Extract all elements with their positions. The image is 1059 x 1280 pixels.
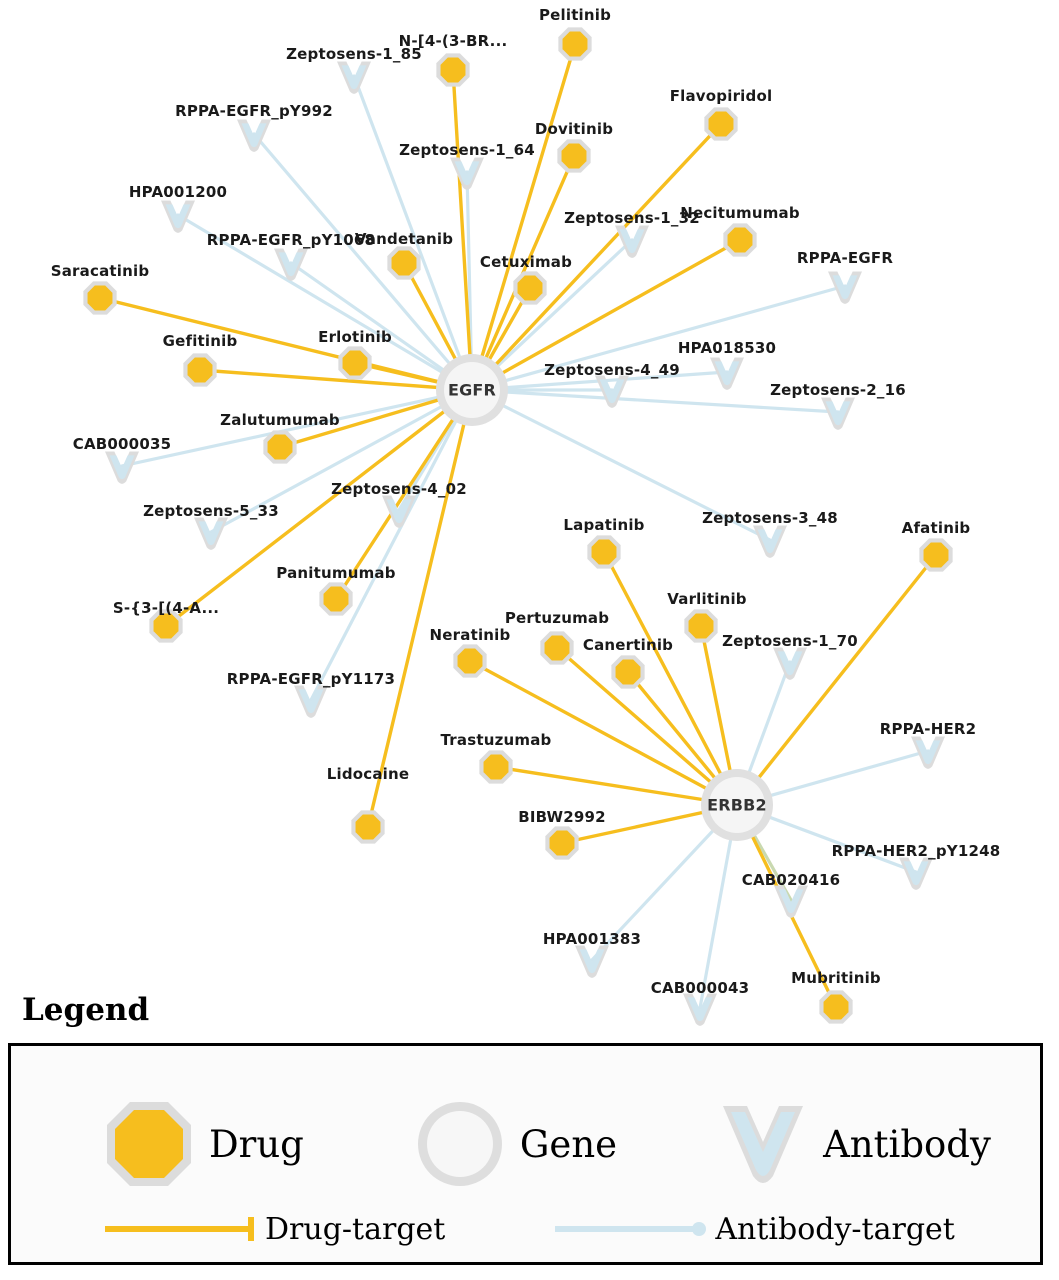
antibody-label: Zeptosens-5_33 xyxy=(143,502,279,520)
drug-node[interactable] xyxy=(723,223,756,256)
antibody-label: CAB000043 xyxy=(650,979,750,997)
antibody-node[interactable] xyxy=(753,526,787,558)
antibody-label: Zeptosens-4_02 xyxy=(331,480,467,498)
drug-label: Canertinib xyxy=(582,636,674,654)
edge-drug-target xyxy=(368,390,472,827)
drug-label: Pertuzumab xyxy=(504,609,610,627)
legend-edge-drug-target xyxy=(103,1212,445,1247)
legend-label-drug: Drug xyxy=(209,1122,304,1166)
legend-label-drug-target: Drug-target xyxy=(265,1211,446,1247)
drug-node[interactable] xyxy=(557,139,590,172)
antibody-node[interactable] xyxy=(899,858,933,890)
edge-drug-target xyxy=(472,44,575,390)
drug-node[interactable] xyxy=(387,246,420,279)
drug-node[interactable] xyxy=(513,271,546,304)
drug-node[interactable] xyxy=(919,538,952,571)
drug-node[interactable] xyxy=(319,582,352,615)
gene-label: EGFR xyxy=(447,380,497,400)
drug-label: S-{3-[(4-A... xyxy=(112,599,220,617)
antibody-label: CAB020416 xyxy=(741,871,841,889)
drug-octagon-icon xyxy=(103,1098,195,1190)
antibody-node[interactable] xyxy=(911,737,945,769)
legend-edge-antibody-target xyxy=(553,1212,955,1247)
drug-label: Dovitinib xyxy=(534,120,614,138)
legend-edges-row xyxy=(11,1204,1040,1254)
gene-circle-icon xyxy=(414,1098,506,1190)
antibody-label: CAB000035 xyxy=(72,435,172,453)
drug-label: Flavopiridol xyxy=(669,87,773,105)
antibody-label: HPA018530 xyxy=(677,339,777,357)
antibody-label: Zeptosens-1_70 xyxy=(722,632,858,650)
drug-label: Vandetanib xyxy=(354,230,454,248)
antibody-label: RPPA-EGFR_pY1173 xyxy=(226,670,396,688)
drug-label: Lidocaine xyxy=(326,765,410,783)
drug-target-edge-icon xyxy=(103,1214,259,1244)
drug-label: BIBW2992 xyxy=(518,808,606,826)
antibody-label: RPPA-HER2_pY1248 xyxy=(831,842,1001,860)
antibody-label: Zeptosens-3_48 xyxy=(702,509,838,527)
drug-node[interactable] xyxy=(540,631,573,664)
drug-node[interactable] xyxy=(436,53,469,86)
antibody-node[interactable] xyxy=(105,452,139,484)
drug-node[interactable] xyxy=(819,990,852,1023)
antibody-label: Zeptosens-1_64 xyxy=(399,141,535,159)
drug-node[interactable] xyxy=(338,346,371,379)
drug-label: Erlotinib xyxy=(318,328,392,346)
antibody-node[interactable] xyxy=(821,398,855,430)
antibody-label: RPPA-EGFR_pY1068 xyxy=(206,231,376,249)
drug-node[interactable] xyxy=(183,353,216,386)
drug-node[interactable] xyxy=(611,655,644,688)
drug-label: Saracatinib xyxy=(50,262,150,280)
drug-label: Gefitinib xyxy=(162,332,238,350)
drug-label: Trastuzumab xyxy=(440,731,552,749)
drug-node[interactable] xyxy=(545,826,578,859)
antibody-label: HPA001383 xyxy=(542,930,642,948)
legend-label-gene: Gene xyxy=(519,1122,618,1166)
drug-node[interactable] xyxy=(704,107,737,140)
drug-label: Pelitinib xyxy=(538,6,612,24)
antibody-label: Zeptosens-4_49 xyxy=(544,361,680,379)
drug-label: Necitumumab xyxy=(680,204,800,222)
drug-node[interactable] xyxy=(453,644,486,677)
antibody-node[interactable] xyxy=(294,686,328,718)
drug-label: Cetuximab xyxy=(479,253,573,271)
antibody-target-edge-icon xyxy=(553,1214,709,1244)
antibody-node[interactable] xyxy=(683,994,717,1026)
drug-node[interactable] xyxy=(684,609,717,642)
drug-node[interactable] xyxy=(558,27,591,60)
edge-drug-target xyxy=(737,555,936,805)
antibody-label: RPPA-HER2 xyxy=(879,720,977,738)
drug-label: Mubritinib xyxy=(791,969,881,987)
antibody-node[interactable] xyxy=(194,518,228,550)
drug-label: Panitumumab xyxy=(276,564,396,582)
drug-label: N-[4-(3-BR... xyxy=(398,32,508,50)
legend-item-drug xyxy=(103,1098,304,1190)
antibody-label: Zeptosens-1_85 xyxy=(286,45,422,63)
drug-node[interactable] xyxy=(263,430,296,463)
gene-label: ERBB2 xyxy=(707,795,767,815)
drug-node[interactable] xyxy=(83,281,116,314)
drug-node[interactable] xyxy=(587,535,620,568)
legend-box xyxy=(8,1043,1043,1265)
drug-label: Lapatinib xyxy=(563,516,645,534)
legend-shapes-row xyxy=(11,1094,1040,1194)
antibody-node[interactable] xyxy=(575,946,609,978)
legend-item-gene xyxy=(414,1098,617,1190)
antibody-chevron-icon xyxy=(717,1098,809,1190)
antibody-label: Zeptosens-2_16 xyxy=(770,381,906,399)
antibody-label: RPPA-EGFR_pY992 xyxy=(175,102,333,120)
antibody-label: HPA001200 xyxy=(128,183,228,201)
antibody-label: RPPA-EGFR xyxy=(796,249,894,267)
drug-label: Zalutumumab xyxy=(220,411,340,429)
drug-node[interactable] xyxy=(351,810,384,843)
drug-label: Varlitinib xyxy=(667,590,747,608)
legend-item-antibody xyxy=(717,1098,991,1190)
drug-node[interactable] xyxy=(479,750,512,783)
legend-title: Legend xyxy=(22,992,150,1028)
drug-label: Afatinib xyxy=(901,519,971,537)
antibody-node[interactable] xyxy=(774,886,808,918)
antibody-label: Zeptosens-1_32 xyxy=(564,209,700,227)
legend-label-antibody-target: Antibody-target xyxy=(715,1211,955,1247)
drug-label: Neratinib xyxy=(429,626,511,644)
edge-antibody-target xyxy=(311,390,472,700)
legend-label-antibody: Antibody xyxy=(823,1122,991,1166)
